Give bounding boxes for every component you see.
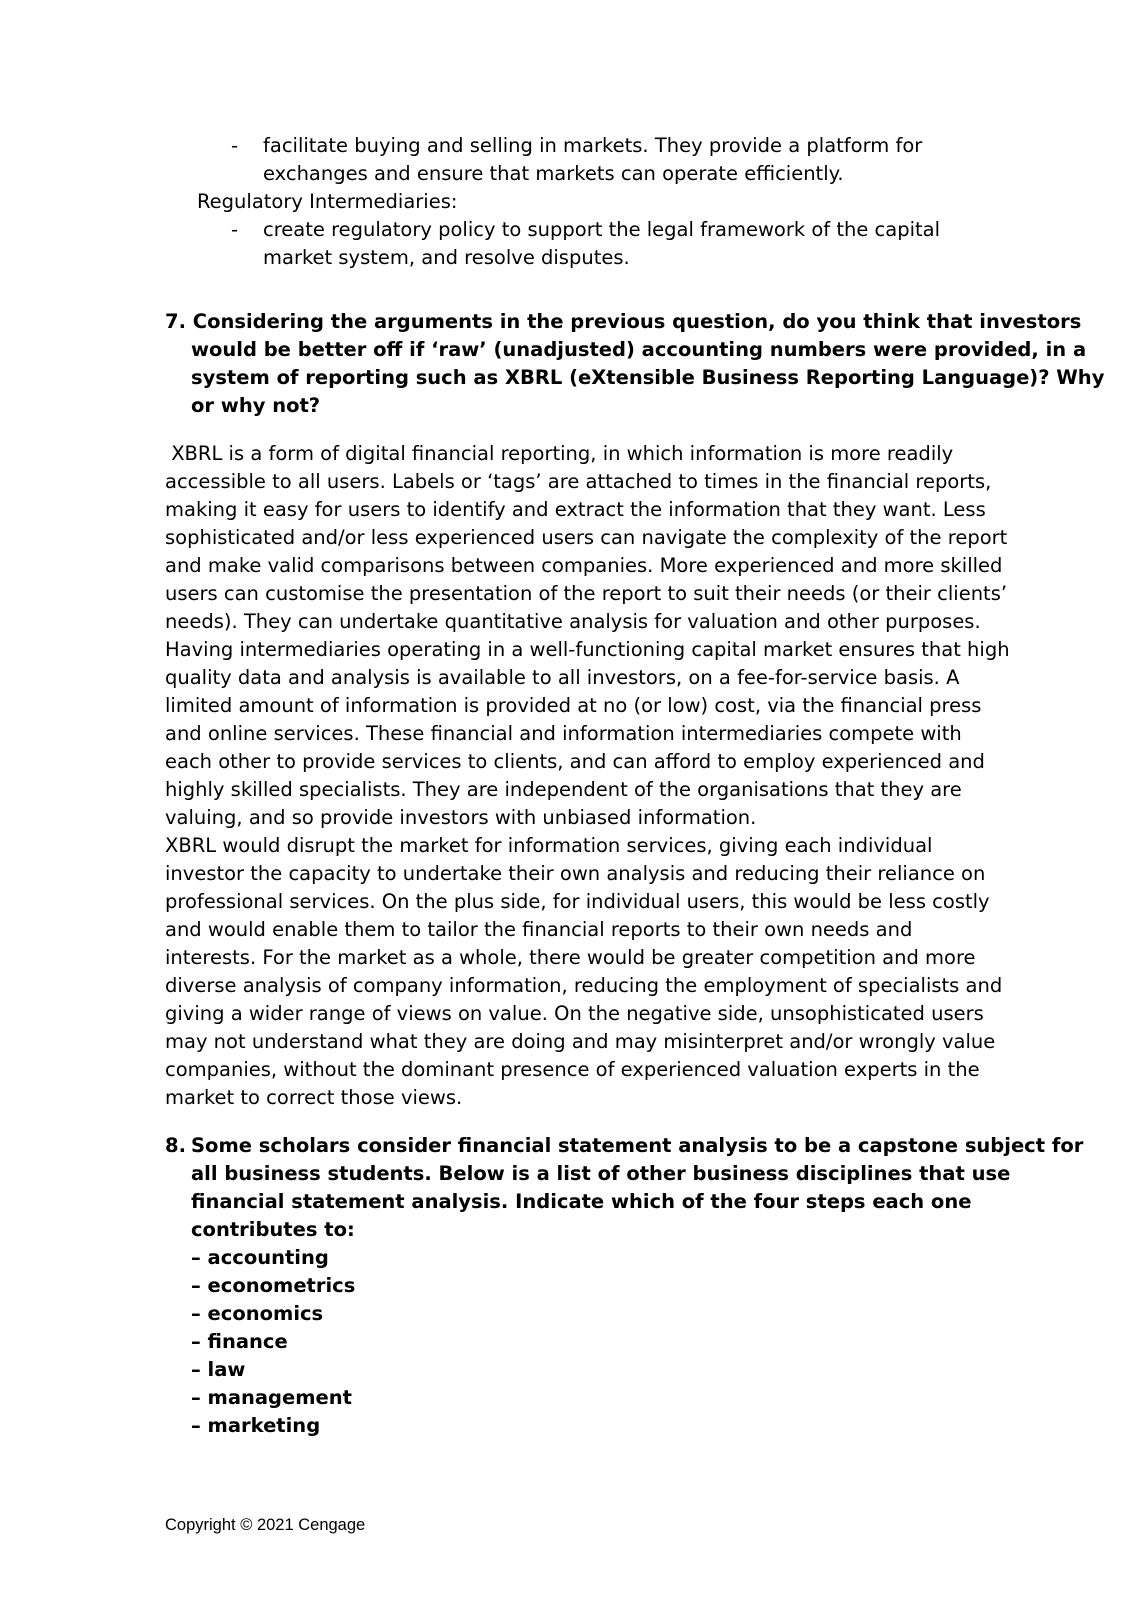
bullet-dash: - <box>231 218 239 241</box>
question-7-line-2: would be better off if ‘raw’ (unadjusted) accounting numbers were provided, in a <box>191 338 1087 361</box>
paragraph-line: and online services. These financial and information intermediaries compete with <box>165 722 962 745</box>
question-7-line-4: or why not? <box>191 394 321 417</box>
bullet-dash: - <box>231 134 239 157</box>
question-8-line-3: financial statement analysis. Indicate which of the four steps each one <box>191 1190 972 1213</box>
paragraph-line: sophisticated and/or less experienced users can navigate the complexity of the report <box>165 526 1008 549</box>
list-item: – management <box>191 1386 352 1409</box>
answer-7-paragraph-1 <box>165 440 1008 636</box>
paragraph-line: accessible to all users. Labels or ‘tags’ are attached to times in the financial reports, <box>165 470 992 493</box>
list-item: – marketing <box>191 1414 321 1437</box>
paragraph-line: users can customise the presentation of the report to suit their needs (or their clients’ <box>165 582 1008 605</box>
paragraph-line: diverse analysis of company information, reducing the employment of specialists and <box>165 974 1003 997</box>
question-7-line-3: system of reporting such as XBRL (eXtensible Business Reporting Language)? Why <box>191 366 1105 389</box>
list-item: – econometrics <box>191 1274 356 1297</box>
paragraph-line: limited amount of information is provided at no (or low) cost, via the financial press <box>165 694 982 717</box>
paragraph-line: each other to provide services to clients, and can afford to employ experienced and <box>165 750 985 773</box>
paragraph-line: making it easy for users to identify and extract the information that they want. Less <box>165 498 986 521</box>
discipline-list <box>191 1244 355 1440</box>
paragraph-line: needs). They can undertake quantitative analysis for valuation and other purposes. <box>165 610 981 633</box>
list-item: – finance <box>191 1330 288 1353</box>
paragraph-line: and make valid comparisons between companies. More experienced and more skilled <box>165 554 1003 577</box>
paragraph-line: and would enable them to tailor the financial reports to their own needs and <box>165 918 913 941</box>
regulatory-heading: Regulatory Intermediaries: <box>197 190 458 213</box>
copyright-footer: Copyright © 2021 Cengage <box>165 1516 366 1534</box>
paragraph-line: giving a wider range of views on value. On the negative side, unsophisticated users <box>165 1002 984 1025</box>
paragraph-line: valuing, and so provide investors with unbiased information. <box>165 806 757 829</box>
question-7-line-1: 7. Considering the arguments in the previous question, do you think that investors <box>165 310 1082 333</box>
paragraph-line: quality data and analysis is available to all investors, on a fee-for-service basis. A <box>165 666 960 689</box>
regulatory-bullet-line-2: market system, and resolve disputes. <box>263 246 630 269</box>
paragraph-line: Having intermediaries operating in a well-functioning capital market ensures that high <box>165 638 1010 661</box>
question-8-number: 8. <box>165 1134 186 1157</box>
question-8-line-4: contributes to: <box>191 1218 355 1241</box>
paragraph-line: companies, without the dominant presence of experienced valuation experts in the <box>165 1058 980 1081</box>
paragraph-line: may not understand what they are doing and may misinterpret and/or wrongly value <box>165 1030 996 1053</box>
paragraph-line: professional services. On the plus side, for individual users, this would be less costly <box>165 890 990 913</box>
list-item: – law <box>191 1358 246 1381</box>
question-8-line-1: Some scholars consider financial statement analysis to be a capstone subject for <box>191 1134 1084 1157</box>
answer-7-paragraph-2 <box>165 636 1010 832</box>
paragraph-line: highly skilled specialists. They are independent of the organisations that they are <box>165 778 962 801</box>
regulatory-bullet-line-1: create regulatory policy to support the legal framework of the capital <box>263 218 941 241</box>
paragraph-line: interests. For the market as a whole, there would be greater competition and more <box>165 946 976 969</box>
answer-7-paragraph-3 <box>165 832 1003 1112</box>
paragraph-line: XBRL is a form of digital financial reporting, in which information is more readily <box>165 442 954 465</box>
paragraph-line: XBRL would disrupt the market for information services, giving each individual <box>165 834 933 857</box>
list-item: – accounting <box>191 1246 329 1269</box>
paragraph-line: investor the capacity to undertake their own analysis and reducing their reliance on <box>165 862 986 885</box>
question-8-line-2: all business students. Below is a list of other business disciplines that use <box>191 1162 1011 1185</box>
list-item: – economics <box>191 1302 324 1325</box>
paragraph-line: market to correct those views. <box>165 1086 463 1109</box>
market-bullet-line-1: facilitate buying and selling in markets. They provide a platform for <box>263 134 923 157</box>
market-bullet-line-2: exchanges and ensure that markets can operate efficiently. <box>263 162 844 185</box>
